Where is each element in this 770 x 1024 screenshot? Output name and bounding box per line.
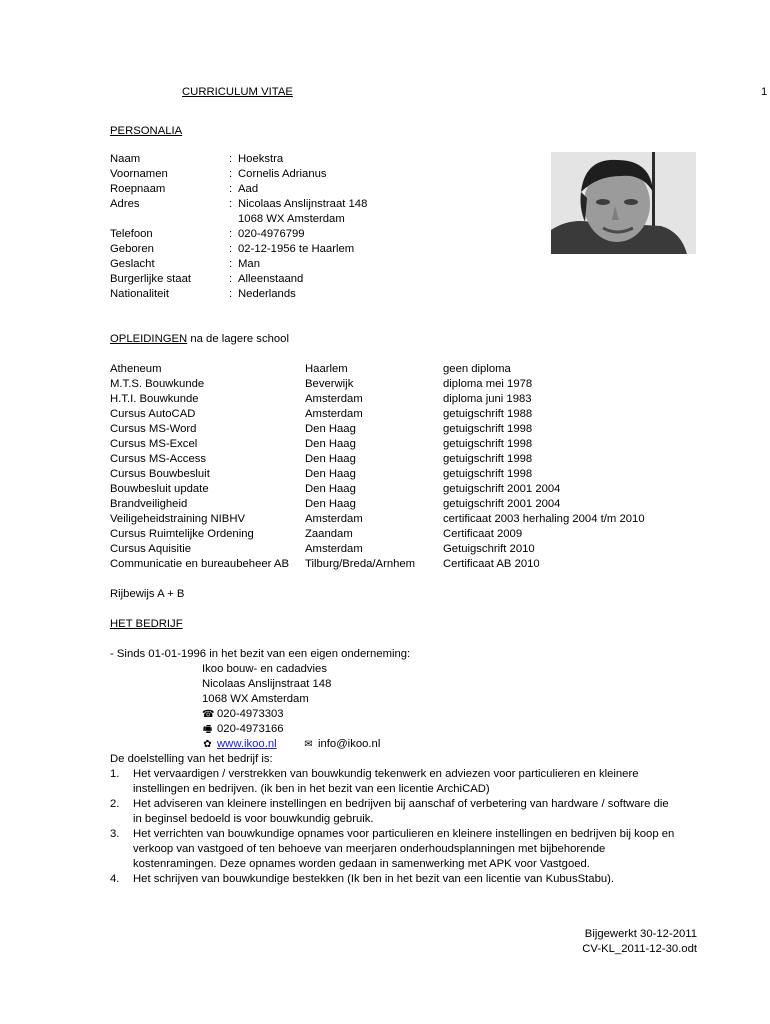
personalia-label: Voornamen — [110, 168, 168, 180]
opleiding-place: Den Haag — [305, 438, 356, 450]
opleiding-course: Cursus AutoCAD — [110, 408, 196, 420]
section-heading-personalia: PERSONALIA — [110, 125, 183, 137]
personalia-value: Cornelis Adrianus — [238, 168, 327, 180]
opleiding-place: Tilburg/Breda/Arnhem — [305, 558, 416, 570]
personalia-separator: : — [229, 198, 233, 210]
opleiding-result: Certificaat 2009 — [443, 528, 523, 540]
doel-text-line: Het verrichten van bouwkundige opnames voor particulieren en kleinere instellingen en bedrijven bij koop en — [133, 828, 675, 840]
personalia-value: Aad — [238, 183, 259, 195]
personalia-separator: : — [229, 183, 233, 195]
opleiding-place: Haarlem — [305, 363, 348, 375]
opleiding-place: Den Haag — [305, 453, 356, 465]
personalia-label: Burgerlijke staat — [110, 273, 191, 285]
personalia-value: 02-12-1956 te Haarlem — [238, 243, 355, 255]
doel-number: 3. — [110, 828, 120, 840]
opleiding-course: Atheneum — [110, 363, 162, 375]
website-link[interactable]: www.ikoo.nl — [217, 738, 277, 750]
opleiding-course: Cursus MS-Access — [110, 453, 207, 465]
globe-icon: ✿ — [203, 739, 212, 750]
doel-number: 4. — [110, 873, 120, 885]
personalia-value: Nicolaas Anslijnstraat 148 — [238, 198, 368, 210]
bedrijf-phone: 020-4973303 — [217, 708, 284, 720]
opleiding-place: Amsterdam — [305, 393, 363, 405]
personalia-label: Adres — [110, 198, 140, 210]
opleiding-course: Bouwbesluit update — [110, 483, 209, 495]
opleiding-place: Den Haag — [305, 423, 356, 435]
opleiding-place: Zaandam — [305, 528, 353, 540]
personalia-value: Nederlands — [238, 288, 296, 300]
section-heading-bedrijf: HET BEDRIJF — [110, 618, 183, 630]
opleiding-result: geen diploma — [443, 363, 511, 375]
personalia-value: Hoekstra — [238, 153, 284, 165]
bedrijf-email-line — [303, 737, 380, 752]
personalia-label: Naam — [110, 153, 141, 165]
bedrijf-name: Ikoo bouw- en cadadvies — [202, 663, 327, 675]
opleiding-place: Den Haag — [305, 483, 356, 495]
profile-photo — [551, 152, 696, 254]
personalia-separator: : — [229, 288, 233, 300]
opleiding-place: Den Haag — [305, 498, 356, 510]
opleiding-place: Den Haag — [305, 468, 356, 480]
updated-date: Bijgewerkt 30-12-2011 — [584, 928, 697, 940]
doel-text-line: Het vervaardigen / verstrekken van bouwkundig tekenwerk en adviezen voor particulieren en kleinere — [133, 768, 639, 780]
opleiding-result: getuigschrift 1998 — [443, 468, 533, 480]
bedrijf-fax-line — [202, 722, 284, 737]
personalia-separator: : — [229, 243, 233, 255]
rijbewijs: Rijbewijs A + B — [110, 588, 185, 600]
opleiding-result: getuigschrift 1998 — [443, 438, 533, 450]
opleiding-course: Cursus MS-Excel — [110, 438, 198, 450]
page-number: 1 — [761, 86, 768, 98]
opleiding-result: getuigschrift 1988 — [443, 408, 533, 420]
bedrijf-fax: 020-4973166 — [217, 723, 284, 735]
personalia-separator: : — [229, 153, 233, 165]
opleiding-result: getuigschrift 2001 2004 — [443, 498, 561, 510]
personalia-label: Geslacht — [110, 258, 155, 270]
bedrijf-city: 1068 WX Amsterdam — [202, 693, 309, 705]
personalia-label: Geboren — [110, 243, 154, 255]
opleiding-result: Certificaat AB 2010 — [443, 558, 540, 570]
doel-heading: De doelstelling van het bedrijf is: — [110, 753, 273, 765]
opleiding-place: Amsterdam — [305, 408, 363, 420]
opleiding-course: H.T.I. Bouwkunde — [110, 393, 199, 405]
personalia-separator: : — [229, 228, 233, 240]
opleidingen-heading: OPLEIDINGEN — [110, 333, 188, 345]
opleiding-result: getuigschrift 1998 — [443, 453, 533, 465]
personalia-separator: : — [229, 168, 233, 180]
opleiding-result: Getuigschrift 2010 — [443, 543, 535, 555]
fax-icon: 🖷 — [202, 724, 213, 735]
personalia-separator: : — [229, 258, 233, 270]
bedrijf-phone-line — [202, 707, 284, 722]
personalia-label: Roepnaam — [110, 183, 166, 195]
opleidingen-heading-suffix: na de lagere school — [187, 333, 289, 345]
bedrijf-intro: - Sinds 01-01-1996 in het bezit van een eigen onderneming: — [110, 648, 411, 660]
bedrijf-web-line — [202, 737, 277, 752]
opleiding-course: Communicatie en bureaubeheer AB — [110, 558, 289, 570]
opleiding-course: Cursus Aquisitie — [110, 543, 191, 555]
opleiding-course: Cursus Bouwbesluit — [110, 468, 210, 480]
personalia-value: Alleenstaand — [238, 273, 304, 285]
doel-text-line: instellingen en bedrijven. (ik ben in het bezit van een licentie ArchiCAD) — [133, 783, 490, 795]
personalia-label: Telefoon — [110, 228, 153, 240]
opleiding-course: Cursus Ruimtelijke Ordening — [110, 528, 254, 540]
opleiding-course: Brandveiligheid — [110, 498, 188, 510]
opleiding-result: getuigschrift 2001 2004 — [443, 483, 561, 495]
doel-number: 2. — [110, 798, 120, 810]
opleiding-result: getuigschrift 1998 — [443, 423, 533, 435]
opleiding-course: Cursus MS-Word — [110, 423, 197, 435]
document-title: CURRICULUM VITAE — [182, 86, 293, 98]
doel-text-line: in beginsel bedoeld is voor bouwkundig gebruik. — [133, 813, 374, 825]
personalia-separator: : — [229, 273, 233, 285]
doel-text-line: Het schrijven van bouwkundige bestekken (Ik ben in het bezit van een licentie van KubusStabu). — [133, 873, 615, 885]
doel-number: 1. — [110, 768, 120, 780]
file-name: CV-KL_2011-12-30.odt — [582, 943, 697, 955]
doel-text-line: Het adviseren van kleinere instellingen en bedrijven bij aanschaf of verbetering van hardware / software die — [133, 798, 669, 810]
envelope-icon: ✉ — [304, 739, 313, 750]
doel-text-line: verkoop van vastgoed of ten behoeve van meerjaren onderhoudsplanningen met bijbehorende — [133, 843, 606, 855]
opleiding-result: certificaat 2003 herhaling 2004 t/m 2010 — [443, 513, 645, 525]
personalia-value: 020-4976799 — [238, 228, 305, 240]
personalia-value: Man — [238, 258, 260, 270]
opleiding-place: Beverwijk — [305, 378, 354, 390]
opleiding-course: M.T.S. Bouwkunde — [110, 378, 205, 390]
portrait-image — [551, 152, 696, 254]
opleiding-place: Amsterdam — [305, 543, 363, 555]
personalia-value: 1068 WX Amsterdam — [238, 213, 345, 225]
opleiding-result: diploma juni 1983 — [443, 393, 532, 405]
opleiding-place: Amsterdam — [305, 513, 363, 525]
opleiding-course: Veiligeheidstraining NIBHV — [110, 513, 246, 525]
doel-text-line: kostenramingen. Deze opnames worden gedaan in samenwerking met APK voor Vastgoed. — [133, 858, 590, 870]
section-heading-opleidingen — [110, 332, 289, 347]
personalia-label: Nationaliteit — [110, 288, 170, 300]
phone-icon: ☎ — [202, 709, 215, 720]
bedrijf-email: info@ikoo.nl — [318, 738, 381, 750]
opleiding-result: diploma mei 1978 — [443, 378, 533, 390]
bedrijf-street: Nicolaas Anslijnstraat 148 — [202, 678, 332, 690]
